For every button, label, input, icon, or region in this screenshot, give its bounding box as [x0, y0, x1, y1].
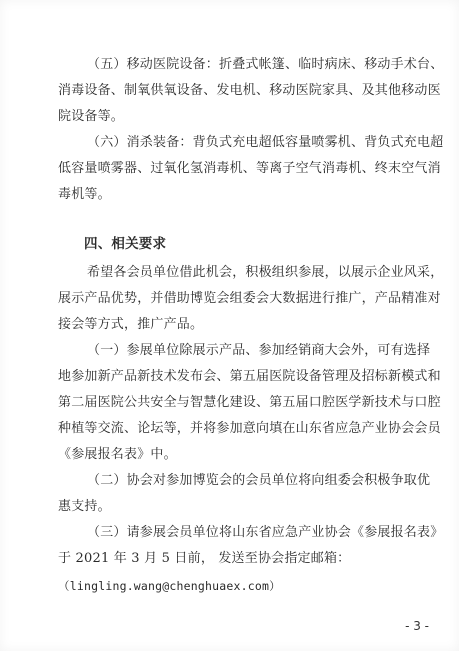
paragraph-requirement-1-line-4: 种植等交流、论坛等，并将参加意向填在山东省应急产业协会会员: [58, 421, 441, 436]
page-number: - 3 -: [405, 619, 429, 633]
paragraph-requirement-3-line-1: （三）请参展会员单位将山东省应急产业协会《参展报名表》: [87, 525, 444, 540]
paragraph-disinfection-line-3: 毒机等。: [58, 187, 111, 202]
paragraph-intro-line-3: 接会等方式，推广产品。: [58, 317, 204, 332]
paragraph-disinfection-line-2: 低容量喷雾器、过氧化氢消毒机、等离子空气消毒机、终末空气消: [58, 161, 441, 176]
paragraph-requirement-1-line-5: 《参展报名表》中。: [58, 447, 177, 462]
paragraph-requirement-3-line-2: 于 2021 年 3 月 5 日前， 发送至协会指定邮箱：: [58, 551, 351, 566]
section-heading-requirements: 四、相关要求: [84, 236, 167, 252]
paragraph-requirement-2-line-1: （二）协会对参加博览会的会员单位将向组委会积极争取优: [87, 473, 431, 488]
paragraph-disinfection-line-1: （六）消杀装备：背负式充电超低容量喷雾机、背负式充电超: [87, 135, 444, 150]
paragraph-mobile-hospital-line-3: 院设备等。: [58, 109, 125, 124]
paragraph-requirement-1-line-2: 地参加新产品新技术发布会、第五届医院设备管理及招标新模式和: [58, 369, 441, 384]
contact-email: （lingling.wang@chenghuaex.com）: [58, 579, 281, 593]
paragraph-mobile-hospital-line-1: （五）移动医院设备：折叠式帐篷、临时病床、移动手术台、: [87, 57, 444, 72]
paragraph-requirement-2-line-2: 惠支持。: [58, 499, 111, 514]
paragraph-intro-line-2: 展示产品优势，并借助博览会组委会大数据进行推广，产品精准对: [58, 291, 441, 306]
paragraph-intro-line-1: 希望各会员单位借此机会，积极组织参展，以展示企业风采，: [87, 265, 444, 280]
paragraph-requirement-1-line-1: （一）参展单位除展示产品、参加经销商大会外，可有选择: [87, 343, 431, 358]
paragraph-mobile-hospital-line-2: 消毒设备、制氧供氧设备、发电机、移动医院家具、及其他移动医: [58, 83, 441, 98]
paragraph-requirement-1-line-3: 第二届医院公共安全与智慧化建设、第五届口腔医学新技术与口腔: [58, 395, 441, 410]
